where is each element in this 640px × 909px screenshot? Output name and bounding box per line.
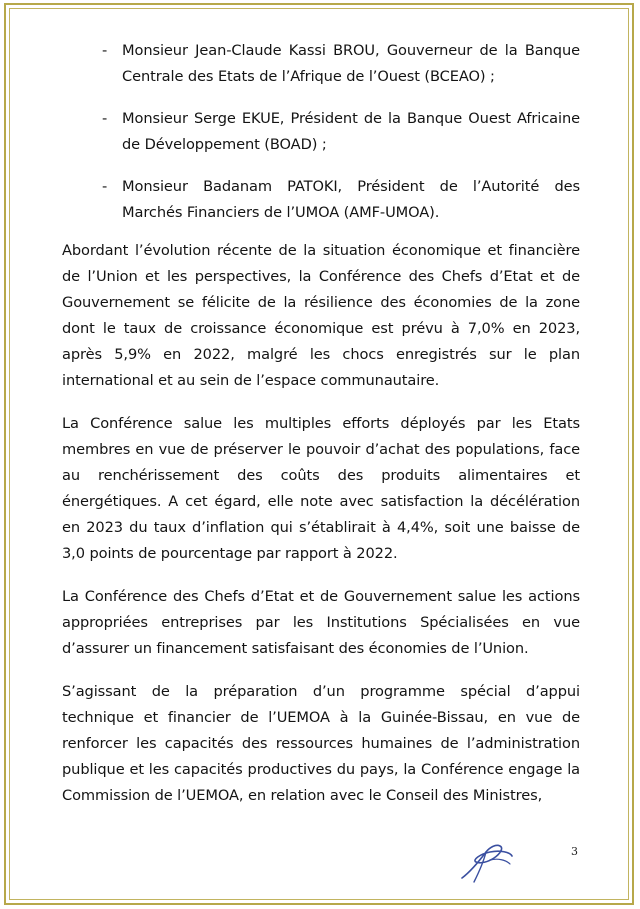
bullet-text: Monsieur Badanam PATOKI, Président de l’Autorité des Marchés Financiers de l’UMOA (AMF-UMOA). (122, 178, 580, 221)
paragraph-institutions: La Conférence des Chefs d’Etat et de Gouvernement salue les actions appropriées entreprises par les Institutions Spécialisées en vue d’assurer un financement satisfaisant des économies de l’Union. (62, 588, 580, 657)
document-body (62, 38, 580, 826)
bullet-text: Monsieur Jean-Claude Kassi BROU, Gouverneur de la Banque Centrale des Etats de l’Afrique de l’Ouest (BCEAO) ; (122, 42, 580, 85)
bullet-item-brou (62, 38, 580, 90)
bullet-dash: - (102, 178, 108, 195)
bullet-item-patoki (62, 174, 580, 226)
signature-initials (450, 838, 520, 886)
bullet-text: Monsieur Serge EKUE, Président de la Banque Ouest Africaine de Développement (BOAD) ; (122, 110, 580, 153)
bullet-item-ekue (62, 106, 580, 158)
paragraph-economic-situation: Abordant l’évolution récente de la situation économique et financière de l’Union et les perspectives, la Conférence des Chefs d’Etat et de Gouvernement se félicite de la résilience des économies de la zone dont le taux de croissance économique est prévu à 7,0% en 2023, après 5,9% en 2022, malgré les chocs enregistrés sur le plan international et au sein de l’espace communautaire. (62, 242, 580, 389)
paragraph-guinea-bissau: S’agissant de la préparation d’un programme spécial d’appui technique et financier de l’UEMOA à la Guinée-Bissau, en vue de renforcer les capacités des ressources humaines de l’administration publique et les capacités productives du pays, la Conférence engage la Commission de l’UEMOA, en relation avec le Conseil des Ministres, (62, 683, 580, 804)
bullet-dash: - (102, 42, 108, 59)
bullet-dash: - (102, 110, 108, 127)
page-number: 3 (571, 845, 578, 858)
paragraph-inflation: La Conférence salue les multiples efforts déployés par les Etats membres en vue de préserver le pouvoir d’achat des populations, face au renchérissement des coûts des produits alimentaires et énergétiques. A cet égard, elle note avec satisfaction la décélération en 2023 du taux d’inflation qui s’établirait à 4,4%, soit une baisse de 3,0 points de pourcentage par rapport à 2022. (62, 415, 580, 562)
